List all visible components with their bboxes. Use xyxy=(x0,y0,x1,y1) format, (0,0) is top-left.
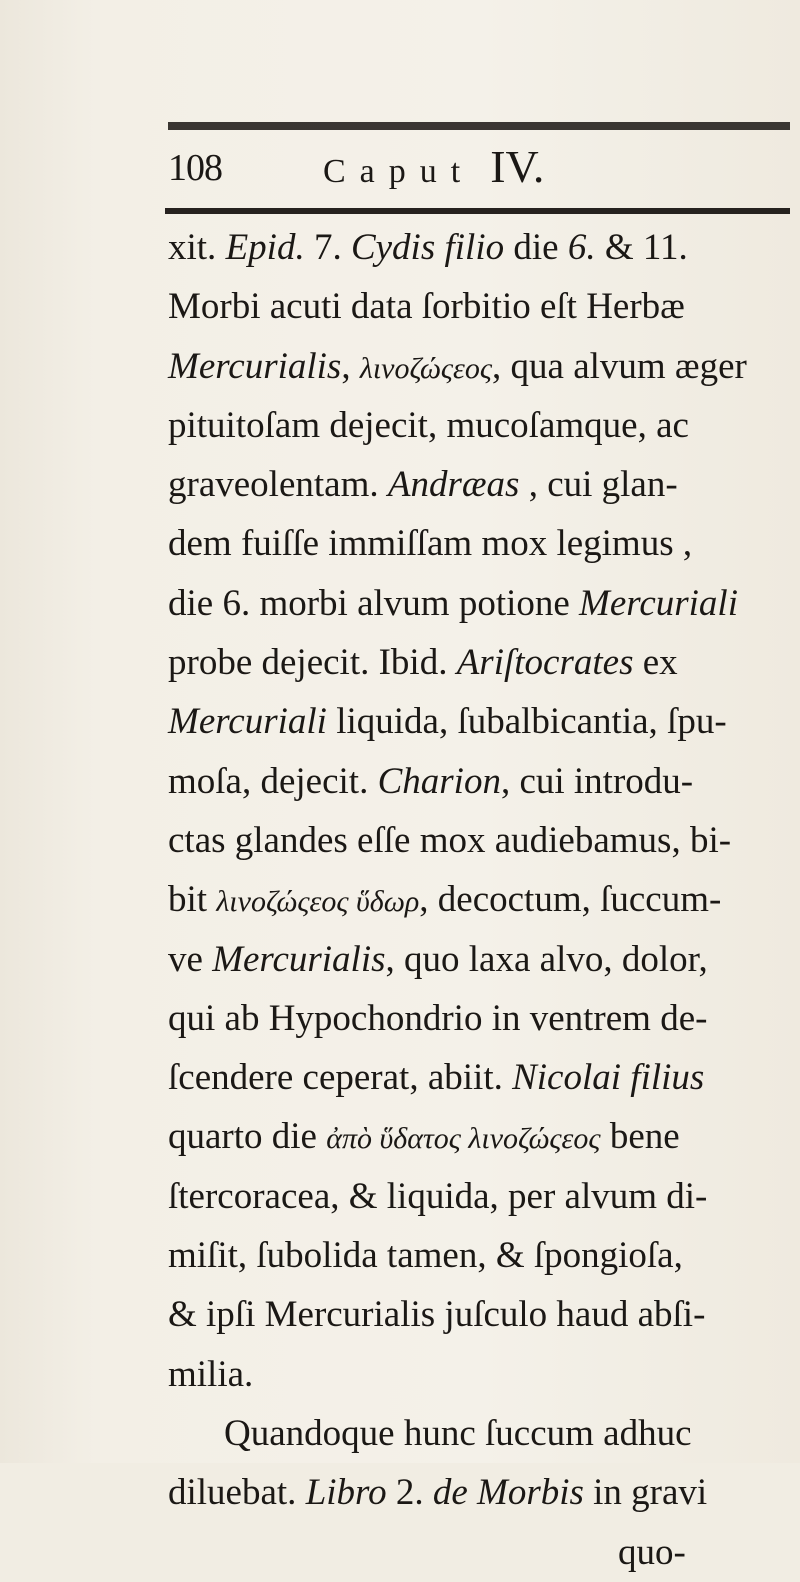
roman-text: die 6. morbi alvum potione xyxy=(168,582,580,624)
text-line xyxy=(168,989,798,1048)
text-line xyxy=(168,514,798,573)
roman-text: moſa, dejecit. xyxy=(168,760,378,802)
italic-text: 6. xyxy=(567,227,596,268)
italic-text: Mercurialis xyxy=(212,938,386,980)
italic-text: Cydis filio xyxy=(350,227,505,268)
roman-text: & 11. xyxy=(595,227,688,268)
text-line xyxy=(168,1226,798,1285)
roman-text: dem fuiſſe immiſſam mox legimus , xyxy=(168,523,693,565)
text-line xyxy=(168,692,798,751)
roman-text: , quo laxa alvo, dolor, xyxy=(385,938,708,980)
roman-text: pituitoſam dejecit, mucoſamque, ac xyxy=(168,404,689,446)
italic-text: Mercuriali xyxy=(168,701,327,743)
italic-text: Andræas xyxy=(387,464,520,506)
roman-text: in gravi xyxy=(583,1472,708,1514)
text-line xyxy=(168,1463,798,1522)
page-header xyxy=(168,140,788,196)
text-line xyxy=(168,752,798,811)
roman-text: ſtercoracea, & liquida, per alvum di- xyxy=(168,1175,708,1217)
roman-text: graveolentam. xyxy=(168,464,388,506)
roman-text: probe dejecit. Ibid. xyxy=(168,642,457,684)
greek-text: ἀπὸ ὕδατος λινοζώςεος xyxy=(326,1122,601,1156)
text-line xyxy=(168,930,798,989)
roman-text: qui ab Hypochondrio in ventrem de- xyxy=(168,997,708,1039)
text-line xyxy=(168,396,798,455)
text-line xyxy=(168,1048,798,1107)
text-line xyxy=(168,811,798,870)
italic-text: Libro xyxy=(305,1472,387,1514)
text-line xyxy=(168,277,798,336)
roman-text: liquida, ſubalbicantia, ſpu- xyxy=(326,701,727,743)
roman-text: , xyxy=(341,345,360,387)
roman-text: & ipſi Mercurialis juſculo haud abſi- xyxy=(168,1294,706,1336)
italic-text: Mercurialis xyxy=(168,345,342,387)
text-line xyxy=(168,633,798,692)
roman-text: 7. xyxy=(304,227,351,268)
text-line xyxy=(168,1167,798,1226)
roman-text: bene xyxy=(600,1116,680,1158)
roman-text: die xyxy=(504,227,568,268)
greek-text: λινοζώςεος ὕδωρ xyxy=(216,885,420,919)
roman-text: Quandoque hunc ſuccum adhuc xyxy=(224,1412,692,1454)
text-line xyxy=(168,337,798,396)
roman-text: , cui glan- xyxy=(519,464,678,506)
roman-text: , decoctum, ſuccum- xyxy=(419,879,722,921)
running-head xyxy=(323,140,544,193)
roman-text: ve xyxy=(168,938,213,980)
roman-text: Morbi acuti data ſorbitio eſt Herbæ xyxy=(168,286,685,328)
text-line xyxy=(168,870,798,929)
italic-text: Nicolai filius xyxy=(512,1057,705,1099)
text-line xyxy=(168,1107,798,1166)
text-line xyxy=(168,574,798,633)
header-top-rule xyxy=(168,122,790,130)
header-bottom-rule xyxy=(165,208,790,214)
italic-text: Charion xyxy=(377,760,501,802)
roman-text: quo- xyxy=(618,1531,686,1573)
roman-text: ctas glandes eſſe mox audiebamus, bi- xyxy=(168,819,732,861)
italic-text: Mercuriali xyxy=(579,582,738,624)
roman-text: bit xyxy=(168,879,217,921)
roman-text: xit. xyxy=(168,227,226,268)
roman-text: , cui introdu- xyxy=(500,760,694,802)
roman-text: quarto die xyxy=(168,1116,327,1158)
roman-text: , qua alvum æger xyxy=(492,345,747,387)
roman-text: 2. xyxy=(386,1472,433,1514)
text-line xyxy=(168,218,798,277)
roman-text: miſit, ſubolida tamen, & ſpongioſa, xyxy=(168,1235,683,1277)
italic-text: Epid. xyxy=(225,227,305,268)
italic-text: Ariſtocrates xyxy=(456,642,634,684)
page-number: 108 xyxy=(168,147,222,189)
roman-text: milia. xyxy=(168,1353,254,1395)
roman-text: diluebat. xyxy=(168,1472,306,1514)
greek-text: λινοζώςεος xyxy=(359,351,493,385)
catchword xyxy=(168,1523,798,1582)
roman-text: ſcendere ceperat, abiit. xyxy=(168,1057,513,1099)
chapter-numeral: IV. xyxy=(490,141,545,192)
italic-text: de Morbis xyxy=(432,1472,584,1514)
roman-text: ex xyxy=(633,642,678,684)
text-line xyxy=(168,1404,798,1463)
text-line xyxy=(168,455,798,514)
running-head-title: Caput xyxy=(323,153,475,190)
text-line xyxy=(168,1345,798,1404)
body-text xyxy=(168,218,798,1582)
text-line xyxy=(168,1285,798,1344)
